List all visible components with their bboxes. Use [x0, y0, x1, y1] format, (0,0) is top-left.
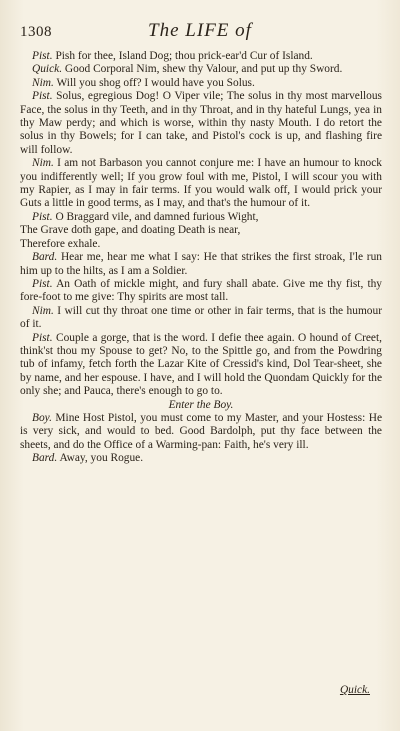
speech-text: An Oath of mickle might, and fury shall abate. Give me thy fist, thy fore-foot to me give: Thy spirits are most tall.	[20, 277, 382, 304]
speaker-name: Bard.	[32, 452, 58, 465]
speech-text: Away, you Rogue.	[59, 452, 144, 465]
speaker-name: Quick.	[32, 63, 63, 76]
speech-text: Hear me, hear me what I say: He that strikes the first stroak, I'le run him up to the hilts, as I am a Soldier.	[20, 251, 382, 277]
dialogue-line	[20, 50, 382, 63]
dialogue-line	[20, 332, 382, 399]
speaker-name: Pist.	[32, 50, 53, 62]
speech-text: Good Corporal Nim, shew thy Valour, and put up thy Sword.	[64, 63, 343, 76]
dialogue-line	[20, 90, 382, 157]
speech-text: Pish for thee, Island Dog; thou prick-ear'd Cur of Island.	[55, 50, 313, 62]
dialogue-line	[20, 224, 382, 237]
dialogue-line	[20, 412, 382, 452]
dialogue-line	[20, 452, 382, 465]
dialogue-line	[20, 238, 382, 251]
speech-text: I will cut thy throat one time or other in fair terms, that is the humour of it.	[20, 304, 382, 331]
speaker-name: Nim.	[32, 76, 54, 89]
running-head: The LIFE of	[148, 20, 252, 41]
dialogue-line	[20, 211, 382, 224]
speech-text: O Braggard vile, and damned furious Wight,	[55, 210, 259, 223]
dialogue-line	[20, 278, 382, 305]
speaker-name: Nim.	[32, 157, 54, 170]
dialogue-line	[20, 63, 382, 76]
speech-text: Couple a gorge, that is the word. I defie thee again. O hound of Creet, think'st thou my Spouse to get? No, to the Spittle go, and from the Powdring tub of infamy, fetch forth the Lazar Kite of Cressid's kind, Dol Tear-sheet, she by name, and her espouse. I have, and I will hold the Quondam Quickly for the only she; and Pauca, there's enough to go to.	[20, 331, 382, 398]
speaker-name: Pist.	[32, 277, 53, 290]
speech-text: Will you shog off? I would have you Solus.	[56, 76, 255, 89]
dialogue-line	[20, 251, 382, 278]
speaker-name: Boy.	[32, 411, 52, 424]
speaker-name: Bard.	[32, 251, 58, 264]
stage-direction	[20, 399, 382, 412]
speech-text: Mine Host Pistol, you must come to my Master, and your Hostess: He is very sick, and would to bed. Good Bardolph, put thy face between the sheets, and do the Office of a Warming-pan: Faith, he's very ill.	[20, 411, 383, 451]
play-text	[20, 50, 382, 466]
dialogue-line	[20, 305, 382, 332]
speaker-name: Pist.	[32, 90, 53, 103]
dialogue-line	[20, 77, 382, 90]
speaker-name: Pist.	[32, 331, 53, 344]
page-number: 1308	[20, 24, 52, 40]
speech-text: Enter the Boy.	[168, 398, 234, 411]
dialogue-line	[20, 157, 382, 211]
catchword: Quick.	[339, 684, 370, 696]
speech-text: Solus, egregious Dog! O Viper vile; The solus in thy most marvellous Face, the solus in thy Teeth, and in thy Throat, and in thy hateful Lungs, yea in thy Maw perdy; and which is worse, within thy nasty Mouth. I do retort the solus in thy Bowels; for I can take, and Pistol's cock is up, and flashing fire will follow.	[20, 90, 382, 156]
speech-text: Therefore exhale.	[20, 237, 101, 250]
speech-text: I am not Barbason you cannot conjure me: I have an humour to knock you indifferently well; If you grow foul with me, Pistol, I will scour you with my Rapier, as I may in fair terms. If you would walk off, I would prick your Guts a little in good terms, as I may, and that's the humour of it.	[20, 157, 382, 210]
page-header	[20, 20, 380, 46]
speaker-name: Nim.	[32, 304, 54, 317]
speech-text: The Grave doth gape, and doating Death is near,	[20, 224, 241, 237]
speaker-name: Pist.	[32, 210, 53, 223]
